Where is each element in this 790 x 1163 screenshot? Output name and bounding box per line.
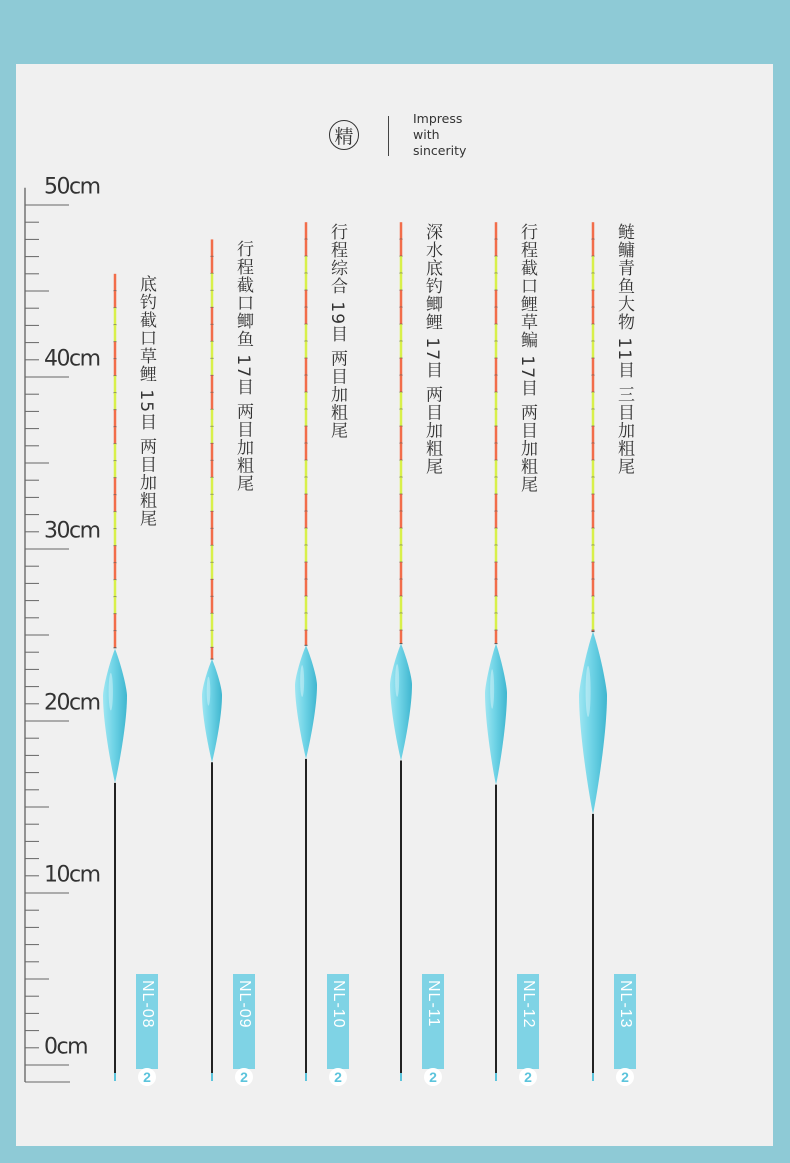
tagline-line: with (413, 127, 440, 142)
float-body-highlight (300, 665, 304, 697)
float-body-highlight (586, 666, 591, 717)
float-body (103, 649, 127, 783)
float-name-label: 行程截口鲤草鳊 17目 两目加粗尾 (517, 223, 537, 494)
float-nl-09 (202, 239, 222, 1081)
ruler-label-0cm: 0cm (44, 1034, 88, 1060)
float-quantity-badge: 2 (519, 1068, 537, 1086)
float-nl-13 (579, 222, 607, 1081)
float-body (202, 659, 222, 762)
float-lineup (16, 64, 773, 1146)
float-body-highlight (395, 664, 399, 697)
ruler-label-30cm: 30cm (44, 518, 100, 544)
float-code-text: NL-10 (330, 979, 347, 1029)
float-code-text: NL-12 (520, 979, 537, 1029)
tagline-line: Impress (413, 111, 463, 126)
float-code-text: NL-08 (139, 979, 156, 1029)
ruler-label-50cm: 50cm (44, 174, 100, 200)
float-nl-11 (390, 222, 412, 1081)
ruler-label-20cm: 20cm (44, 690, 100, 716)
float-body (579, 632, 607, 814)
float-body (390, 644, 412, 761)
float-code-tag (233, 974, 255, 1069)
ruler-label-40cm: 40cm (44, 346, 100, 372)
float-body-highlight (207, 677, 211, 706)
float-quantity-badge: 2 (424, 1068, 442, 1086)
float-body-highlight (109, 673, 113, 711)
float-body (485, 644, 507, 785)
float-body-highlight (490, 669, 494, 708)
float-code-tag (422, 974, 444, 1069)
float-quantity-badge: 2 (329, 1068, 347, 1086)
float-code-tag (136, 974, 158, 1069)
float-code-tag (327, 974, 349, 1069)
float-quantity-badge: 2 (616, 1068, 634, 1086)
float-name-label: 底钓截口草鲤 15目 两目加粗尾 (136, 274, 156, 528)
float-nl-12 (485, 222, 507, 1081)
float-code-text: NL-11 (425, 979, 442, 1028)
float-code-text: NL-13 (617, 979, 634, 1029)
float-drawings (16, 64, 773, 1146)
float-name-label: 深水底钓鲫鲤 17目 两目加粗尾 (422, 223, 442, 476)
float-nl-10 (295, 222, 317, 1081)
float-quantity-badge: 2 (138, 1068, 156, 1086)
float-code-text: NL-09 (236, 979, 253, 1029)
float-code-tag (517, 974, 539, 1069)
float-nl-08 (103, 274, 127, 1081)
tagline-line: sincerity (413, 143, 467, 158)
product-card (16, 64, 773, 1146)
float-name-label: 鲢鳙青鱼大物 11目 三目加粗尾 (614, 223, 634, 476)
float-name-label: 行程综合 19目 两目加粗尾 (327, 223, 347, 440)
float-name-label: 行程截口鲫鱼 17目 两目加粗尾 (233, 240, 253, 493)
ruler-label-10cm: 10cm (44, 862, 100, 888)
brand-seal-icon: 精 (329, 120, 359, 150)
float-quantity-badge: 2 (235, 1068, 253, 1086)
float-body (295, 645, 317, 759)
float-code-tag (614, 974, 636, 1069)
